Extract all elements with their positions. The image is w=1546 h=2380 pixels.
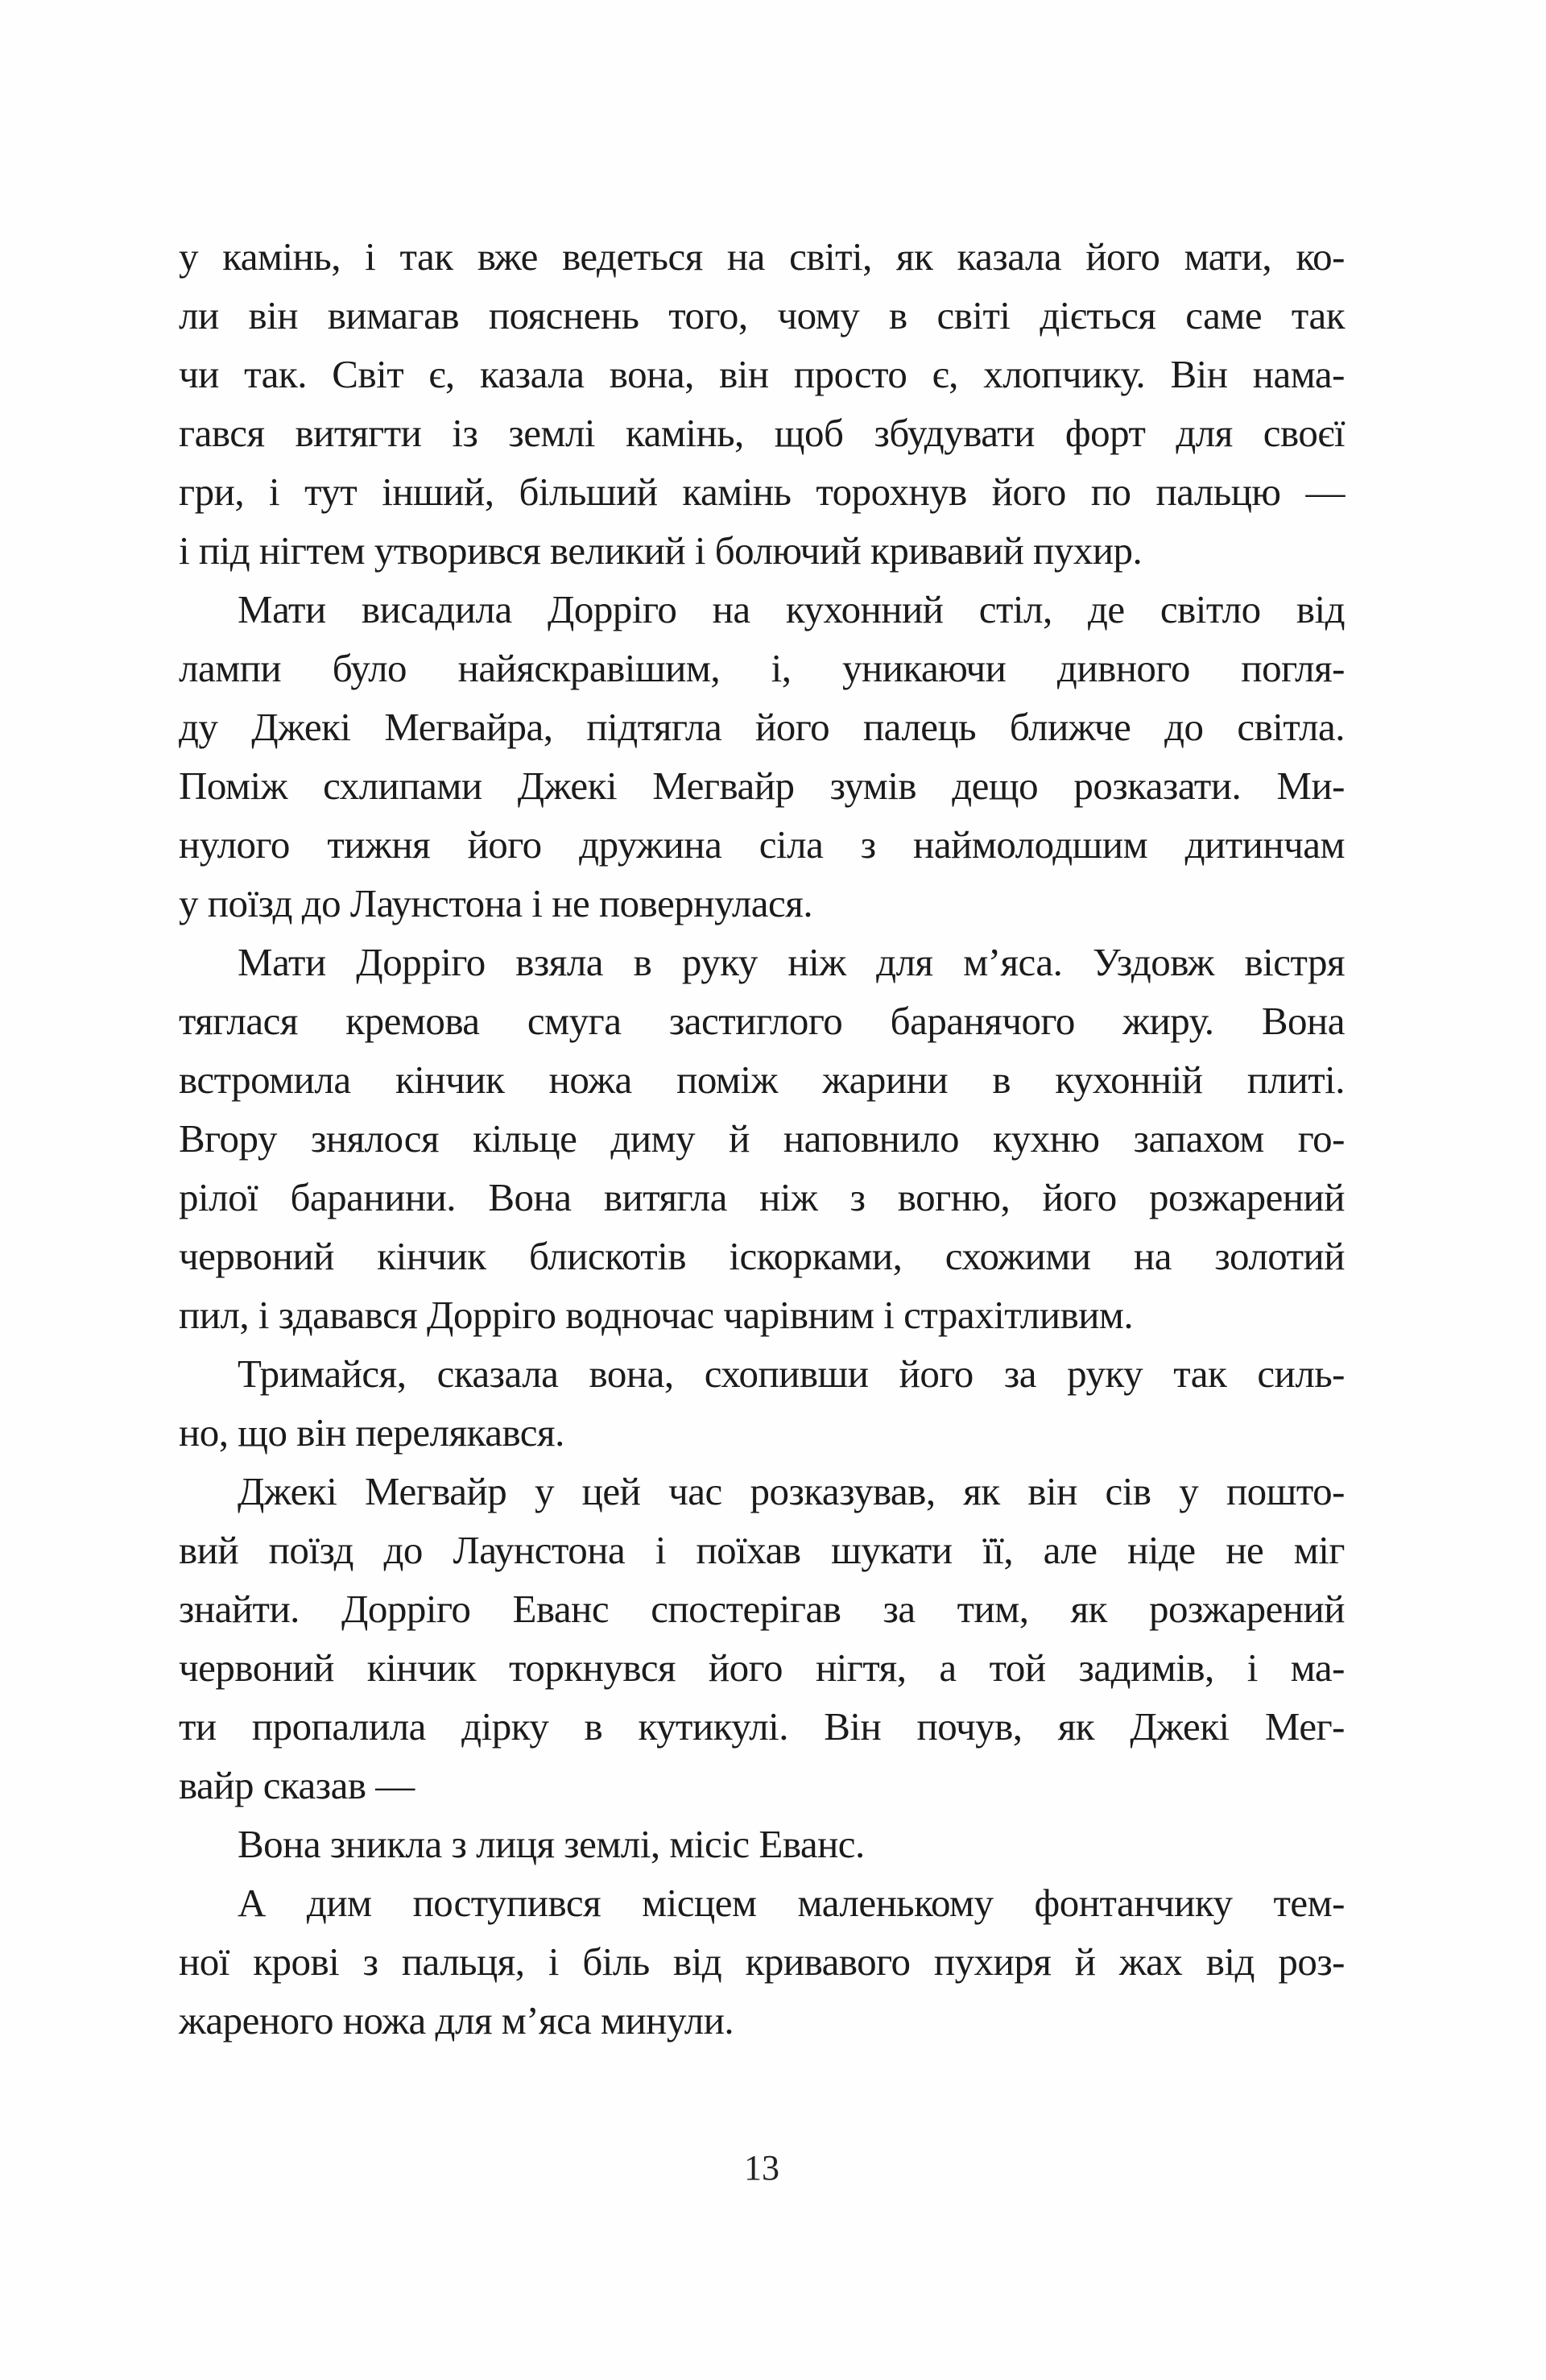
text-line: гався витягти із землі камінь, щоб збудувати форт для своєї: [179, 411, 1345, 455]
paragraph: [179, 1462, 1345, 1815]
text-line: Джекі Мегвайр у цей час розказував, як він сів у пошто-: [238, 1469, 1345, 1513]
paragraph: [179, 1344, 1345, 1462]
text-line: червоний кінчик торкнувся його нігтя, а той задимів, і ма-: [179, 1645, 1345, 1690]
paragraph: [179, 580, 1345, 933]
text-line: Вона зникла з лиця землі, місіс Еванс.: [238, 1822, 865, 1866]
text-line: знайти. Дорріго Еванс спостерігав за тим, як розжарений: [179, 1587, 1345, 1631]
text-line: Тримайся, сказала вона, схопивши його за руку так силь-: [238, 1351, 1345, 1396]
text-line: Мати висадила Дорріго на кухонний стіл, де світло від: [238, 587, 1345, 631]
text-line: ти пропалила дірку в кутикулі. Він почув, як Джекі Мег-: [179, 1704, 1345, 1749]
text-block: [179, 227, 1345, 2050]
text-line: жареного ножа для м’яса минули.: [179, 1998, 734, 2043]
text-line: тяглася кремова смуга застиглого баранячого жиру. Вона: [179, 999, 1345, 1043]
text-line: ли він вимагав пояснень того, чому в світі діється саме так: [179, 293, 1345, 337]
paragraph: [179, 933, 1345, 1344]
text-line: Поміж схлипами Джекі Мегвайр зумів дещо розказати. Ми-: [179, 764, 1345, 808]
text-line: Вгору знялося кільце диму й наповнило кухню запахом го-: [179, 1116, 1345, 1161]
text-line: пил, і здавався Дорріго водночас чарівним і страхітливим.: [179, 1293, 1134, 1337]
text-line: вайр сказав —: [179, 1763, 415, 1807]
page-number: 13: [744, 2148, 779, 2188]
text-line: встромила кінчик ножа поміж жарини в кухонній плиті.: [179, 1058, 1345, 1102]
text-line: чи так. Світ є, казала вона, він просто є, хлопчику. Він нама-: [179, 352, 1345, 396]
text-line: ду Джекі Мегвайра, підтягла його палець ближче до світла.: [179, 705, 1345, 749]
paragraph: [179, 1873, 1345, 2050]
text-line: у поїзд до Лаунстона і не повернулася.: [179, 881, 813, 925]
text-line: червоний кінчик блискотів іскорками, схожими на золотий: [179, 1234, 1345, 1278]
text-line: гри, і тут інший, більший камінь торохнув його по пальцю —: [179, 470, 1345, 514]
text-line: вий поїзд до Лаунстона і поїхав шукати її, але ніде не міг: [179, 1528, 1345, 1572]
text-line: ної крові з пальця, і біль від кривавого пухиря й жах від роз-: [179, 1939, 1345, 1984]
paragraph: [179, 1815, 1345, 1873]
text-line: і під нігтем утворився великий і болючий кривавий пухир.: [179, 528, 1143, 573]
text-line: но, що він перелякався.: [179, 1410, 564, 1455]
text-line: А дим поступився місцем маленькому фонтанчику тем-: [238, 1881, 1345, 1925]
text-line: рілої баранини. Вона витягла ніж з вогню, його розжарений: [179, 1175, 1345, 1219]
text-line: у камінь, і так вже ведеться на світі, як казала його мати, ко-: [179, 234, 1345, 279]
text-line: лампи було найяскравішим, і, уникаючи дивного погля-: [179, 646, 1345, 690]
paragraph: [179, 227, 1345, 580]
text-line: нулого тижня його дружина сіла з наймолодшим дитинчам: [179, 822, 1345, 867]
text-line: Мати Дорріго взяла в руку ніж для м’яса. Уздовж вістря: [238, 940, 1345, 984]
